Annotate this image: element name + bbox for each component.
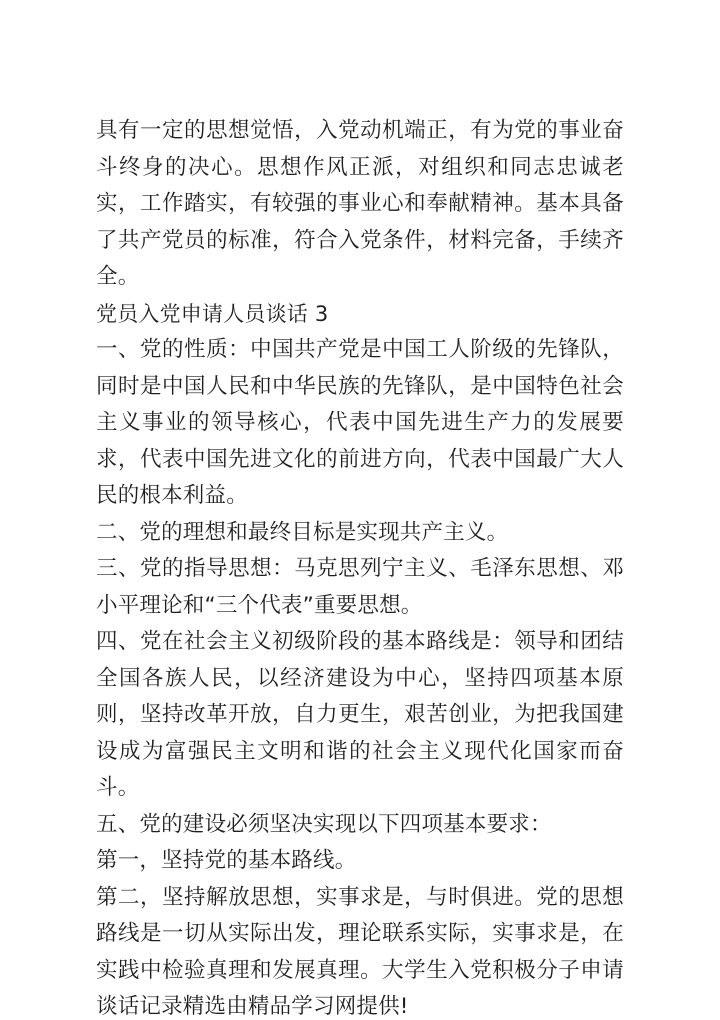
paragraph-conclusion: 具有一定的思想觉悟，入党动机端正，有为党的事业奋斗终身的决心。思想作风正派，对组织和同志忠诚老实，工作踏实，有较强的事业心和奉献精神。基本具备了共产党员的标准，符合入党条件，材料完备，手续齐全。 — [96, 118, 624, 289]
paragraph-party-nature: 一、党的性质：中国共产党是中国工人阶级的先锋队，同时是中国人民和中华民族的先锋队，是中国特色社会主义事业的领导核心，代表中国先进生产力的发展要求，代表中国先进文化的前进方向，代表中国最广大人民的根本利益。 — [96, 337, 624, 508]
section-title: 党员入党申请人员谈话 3 — [96, 301, 329, 326]
paragraph-party-ideal: 二、党的理想和最终目标是实现共产主义。 — [96, 519, 509, 545]
paragraph-requirement-1: 第一，坚持党的基本路线。 — [96, 848, 357, 873]
paragraph-basic-line: 四、党在社会主义初级阶段的基本路线是：领导和团结全国各族人民，以经济建设为中心，坚持四项基本原则，坚持改革开放，自力更生，艰苦创业，为把我国建设成为富强民主文明和谐的社会主义现代化国家而奋斗。 — [96, 629, 624, 800]
paragraph-requirement-2: 第二，坚持解放思想，实事求是，与时俱进。党的思想路线是一切从实际出发，理论联系实际，实事求是，在实践中检验真理和发展真理。大学生入党积极分子申请谈话记录精选由精品学习网提供! — [96, 884, 624, 1019]
paragraph-requirements-heading: 五、党的建设必须坚决实现以下四项基本要求： — [96, 811, 552, 837]
paragraph-guiding-thought: 三、党的指导思想：马克思列宁主义、毛泽东思想、邓小平理论和“三个代表”重要思想。 — [96, 556, 624, 618]
